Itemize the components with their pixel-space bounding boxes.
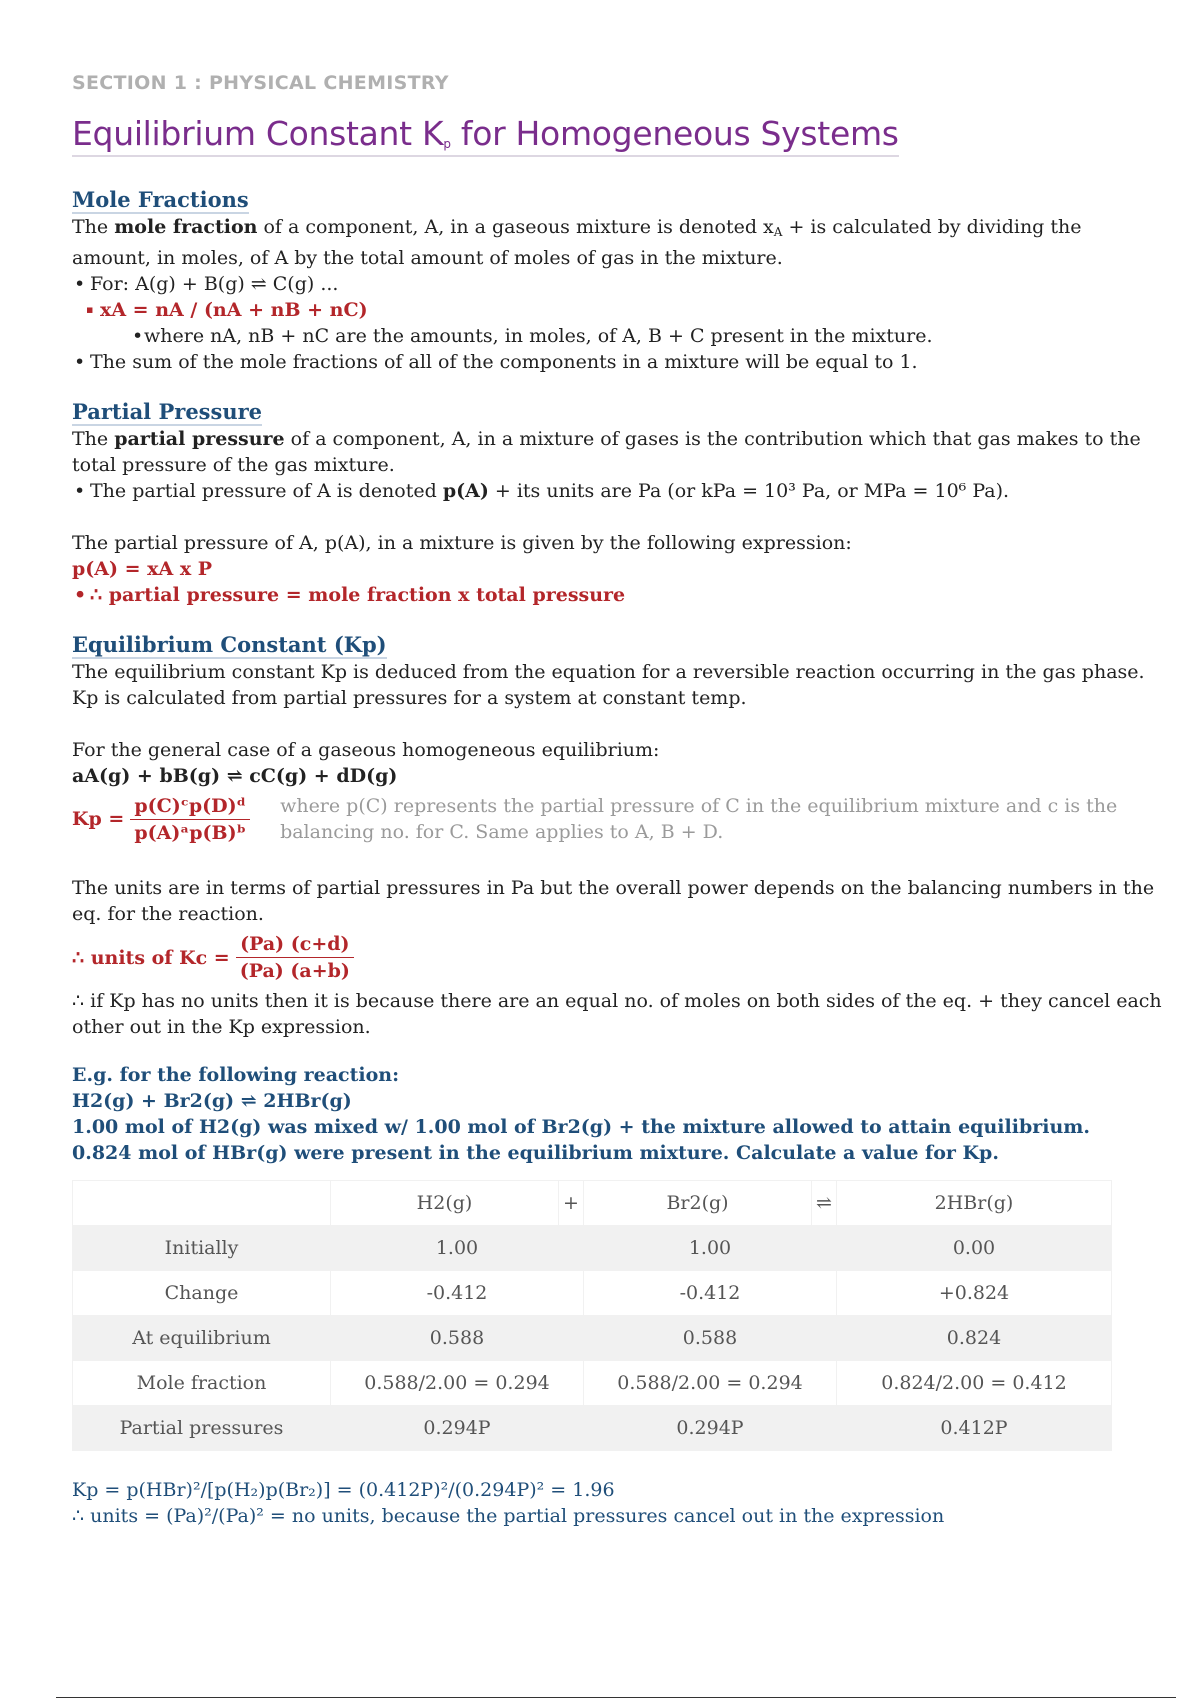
units-denominator: (Pa) (a+b): [239, 960, 350, 982]
example-line-2: H2(g) + Br2(g) ⇌ 2HBr(g): [72, 1090, 352, 1112]
table-row: At equilibrium 0.588 0.588 0.824: [73, 1316, 1112, 1361]
mole-fractions-section: [72, 187, 1162, 375]
list-item: • ∴ partial pressure = mole fraction x total pressure: [72, 582, 1162, 608]
result-line-1: Kp = p(HBr)²/[p(H₂)p(Br₂)] = (0.412P)²/(0.294P)² = 1.96: [72, 1479, 615, 1501]
partial-pressure-heading: Partial Pressure: [72, 399, 263, 424]
list-item: ▪ xA = nA / (nA + nB + nC): [72, 297, 1162, 323]
page: [72, 70, 1162, 1529]
mole-fraction-definition: The mole fraction of a component, A, in a gaseous mixture is denoted $x_A$ + is calculated by dividing the amount, in moles, of A by the total amount of moles of gas in the mixture.: [72, 216, 1082, 269]
table-row: Mole fraction 0.588/2.00 = 0.294 0.588/2.00 = 0.294 0.824/2.00 = 0.412: [73, 1361, 1112, 1406]
table-row: Change -0.412 -0.412 +0.824: [73, 1271, 1112, 1316]
ice-table: [72, 1180, 1112, 1451]
kp-units-paragraph: The units are in terms of partial pressures in Pa but the overall power depends on the balancing numbers in the eq. for the reaction.: [72, 877, 1155, 925]
kp-units-row: [72, 933, 1162, 982]
bottom-divider: [56, 1697, 1176, 1698]
result-section: [72, 1477, 1162, 1529]
mole-fraction-bullets: [72, 271, 1162, 375]
kp-section: [72, 632, 1162, 1040]
example-line-3: 1.00 mol of H2(g) was mixed w/ 1.00 mol of Br2(g) + the mixture allowed to attain equilibrium.: [72, 1116, 1090, 1138]
result-line-2: ∴ units = (Pa)²/(Pa)² = no units, because the partial pressures cancel out in the expression: [72, 1505, 945, 1527]
partial-pressure-equation: p(A) = xA x P: [72, 558, 213, 580]
list-item: • For: A(g) + B(g) ⇌ C(g) ...: [72, 271, 1162, 297]
table-header-row: H2(g) + Br2(g) ⇌ 2HBr(g): [73, 1181, 1112, 1226]
list-item: • The sum of the mole fractions of all of the components in a mixture will be equal to 1.: [72, 349, 1162, 375]
partial-pressure-expression-intro: The partial pressure of A, p(A), in a mixture is given by the following expression:: [72, 532, 852, 554]
example-line-1: E.g. for the following reaction:: [72, 1064, 400, 1086]
kp-general-equation: aA(g) + bB(g) ⇌ cC(g) + dD(g): [72, 765, 398, 787]
units-lhs: ∴ units of Kc =: [72, 946, 230, 969]
partial-pressure-section: [72, 399, 1162, 608]
partial-pressure-definition: The partial pressure of a component, A, in a mixture of gases is the contribution which that gas makes to the total pressure of the gas mixture.: [72, 428, 1141, 476]
kp-lhs: Kp =: [72, 808, 125, 830]
kp-denominator: p(A)ᵃp(B)ᵇ: [134, 821, 247, 844]
kp-definition: The equilibrium constant Kp is deduced from the equation for a reversible reaction occurring in the gas phase. Kp is calculated from partial pressures for a system at constant temp.: [72, 661, 1145, 709]
section-label: SECTION 1 : PHYSICAL CHEMISTRY: [72, 72, 449, 94]
page-title: Equilibrium Constant $K_p$ for Homogeneous Systems: [72, 114, 899, 157]
units-numerator: (Pa) (c+d): [236, 933, 353, 958]
list-item: • The partial pressure of A is denoted p(A) + its units are Pa (or kPa = 10³ Pa, or MPa = 10⁶ Pa).: [72, 478, 1162, 504]
kp-numerator: p(C)ᶜp(D)ᵈ: [130, 795, 250, 820]
example-section: [72, 1062, 1162, 1166]
kp-fraction: [130, 795, 250, 844]
table-row: Partial pressures 0.294P 0.294P 0.412P: [73, 1406, 1112, 1451]
table-row: Initially 1.00 1.00 0.00: [73, 1226, 1112, 1271]
kp-expression-row: [72, 793, 1162, 845]
kp-no-units-note: ∴ if Kp has no units then it is because there are an equal no. of moles on both sides of the eq. + they cancel each other out in the Kp expression.: [72, 990, 1162, 1038]
list-item: • where nA, nB + nC are the amounts, in moles, of A, B + C present in the mixture.: [72, 323, 1162, 349]
kp-general-case: For the general case of a gaseous homogeneous equilibrium:: [72, 739, 660, 761]
kp-note: where p(C) represents the partial pressure of C in the equilibrium mixture and c is the balancing no. for C. Same applies to A, B + D.: [280, 795, 1118, 843]
example-line-4: 0.824 mol of HBr(g) were present in the equilibrium mixture. Calculate a value for Kp.: [72, 1142, 999, 1164]
units-fraction: [236, 933, 354, 982]
kp-heading: Equilibrium Constant (Kp): [72, 632, 387, 657]
mole-fractions-heading: Mole Fractions: [72, 187, 249, 212]
